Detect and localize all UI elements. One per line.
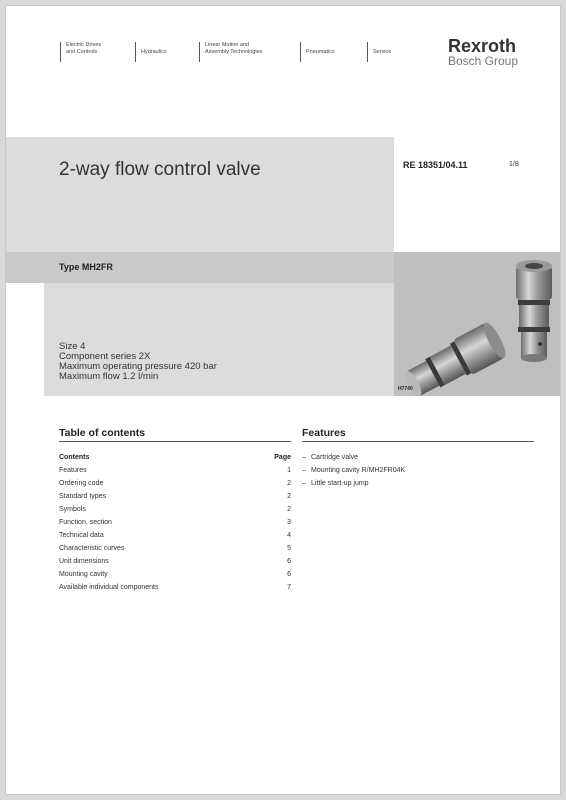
toc-row-page: 7 <box>287 584 291 591</box>
toc-row-label: Characteristic curves <box>59 545 125 552</box>
toc-row-label: Available individual components <box>59 584 159 591</box>
toc-row-label: Mounting cavity <box>59 571 108 578</box>
spec-series: Component series 2X <box>59 351 151 362</box>
feature-item <box>302 464 534 477</box>
toc-row[interactable] <box>59 542 291 555</box>
upright-valve <box>516 260 552 362</box>
valve-illustration <box>394 252 561 396</box>
toc-row-label: Technical data <box>59 532 104 539</box>
nav-label: Linear Motion and Assembly Technologies <box>205 42 263 55</box>
nav-label: Hydraulics <box>141 49 167 55</box>
toc-row-label: Standard types <box>59 493 107 500</box>
toc-row-label: Function, section <box>59 519 112 526</box>
feature-item <box>302 477 534 490</box>
spec-flow: Maximum flow 1.2 l/min <box>59 371 159 382</box>
toc-row-page: 1 <box>287 467 291 474</box>
feature-text: Cartridge valve <box>311 454 359 461</box>
toc-row-label: Symbols <box>59 506 86 513</box>
photo-code: H7740 <box>398 386 413 392</box>
toc-row[interactable] <box>59 555 291 568</box>
toc-title: Table of contents <box>59 427 291 442</box>
brand-name: Rexroth <box>447 36 516 56</box>
page-title: 2-way flow control valve <box>59 159 261 180</box>
toc-row-page: 4 <box>287 532 291 539</box>
feature-text: Little start-up jump <box>311 480 369 487</box>
bullet-dash: – <box>302 454 306 461</box>
document-page <box>5 5 561 795</box>
nav-label: Electric Drives and Controls <box>66 42 102 55</box>
toc-row[interactable] <box>59 464 291 477</box>
header-band <box>6 137 394 252</box>
toc-row[interactable] <box>59 516 291 529</box>
table-of-contents <box>59 427 291 594</box>
toc-row-label: Ordering code <box>59 480 104 487</box>
features-section <box>302 427 534 490</box>
brand-logo <box>448 37 518 67</box>
toc-row[interactable] <box>59 490 291 503</box>
toc-row-page: 5 <box>287 545 291 552</box>
toc-header-page: Page <box>274 454 291 461</box>
toc-row-page: 6 <box>287 558 291 565</box>
type-label: Type MH2FR <box>59 262 113 272</box>
page-number: 1/8 <box>509 161 519 168</box>
feature-text: Mounting cavity R/MH2FR04K <box>311 467 406 474</box>
product-photo <box>394 252 561 396</box>
toc-row[interactable] <box>59 529 291 542</box>
spec-size: Size 4 <box>59 341 86 352</box>
toc-row-label: Unit dimensions <box>59 558 109 565</box>
nav-electric-drives[interactable] <box>60 42 101 62</box>
tilted-valve <box>400 320 510 396</box>
nav-linear-motion[interactable] <box>199 42 262 62</box>
toc-rows <box>59 464 291 594</box>
toc-row-page: 3 <box>287 519 291 526</box>
nav-hydraulics[interactable] <box>135 42 167 62</box>
toc-row-page: 2 <box>287 506 291 513</box>
spec-pressure: Maximum operating pressure 420 bar <box>59 361 217 372</box>
toc-header-contents: Contents <box>59 454 90 461</box>
bullet-dash: – <box>302 480 306 487</box>
nav-service[interactable] <box>367 42 391 62</box>
toc-row-page: 2 <box>287 493 291 500</box>
document-ref: RE 18351/04.11 <box>403 160 468 170</box>
spec-list <box>59 342 217 382</box>
toc-header <box>59 451 291 464</box>
toc-row[interactable] <box>59 581 291 594</box>
nav-label: Pneumatics <box>306 49 335 55</box>
bullet-dash: – <box>302 467 306 474</box>
features-list <box>302 451 534 490</box>
feature-item <box>302 451 534 464</box>
nav-pneumatics[interactable] <box>300 42 335 62</box>
toc-row[interactable] <box>59 477 291 490</box>
features-title: Features <box>302 427 534 442</box>
toc-row[interactable] <box>59 568 291 581</box>
toc-row[interactable] <box>59 503 291 516</box>
toc-row-page: 2 <box>287 480 291 487</box>
toc-row-label: Features <box>59 467 87 474</box>
brand-subtitle: Bosch Group <box>447 54 518 68</box>
nav-label: Service <box>373 49 392 55</box>
toc-row-page: 6 <box>287 571 291 578</box>
